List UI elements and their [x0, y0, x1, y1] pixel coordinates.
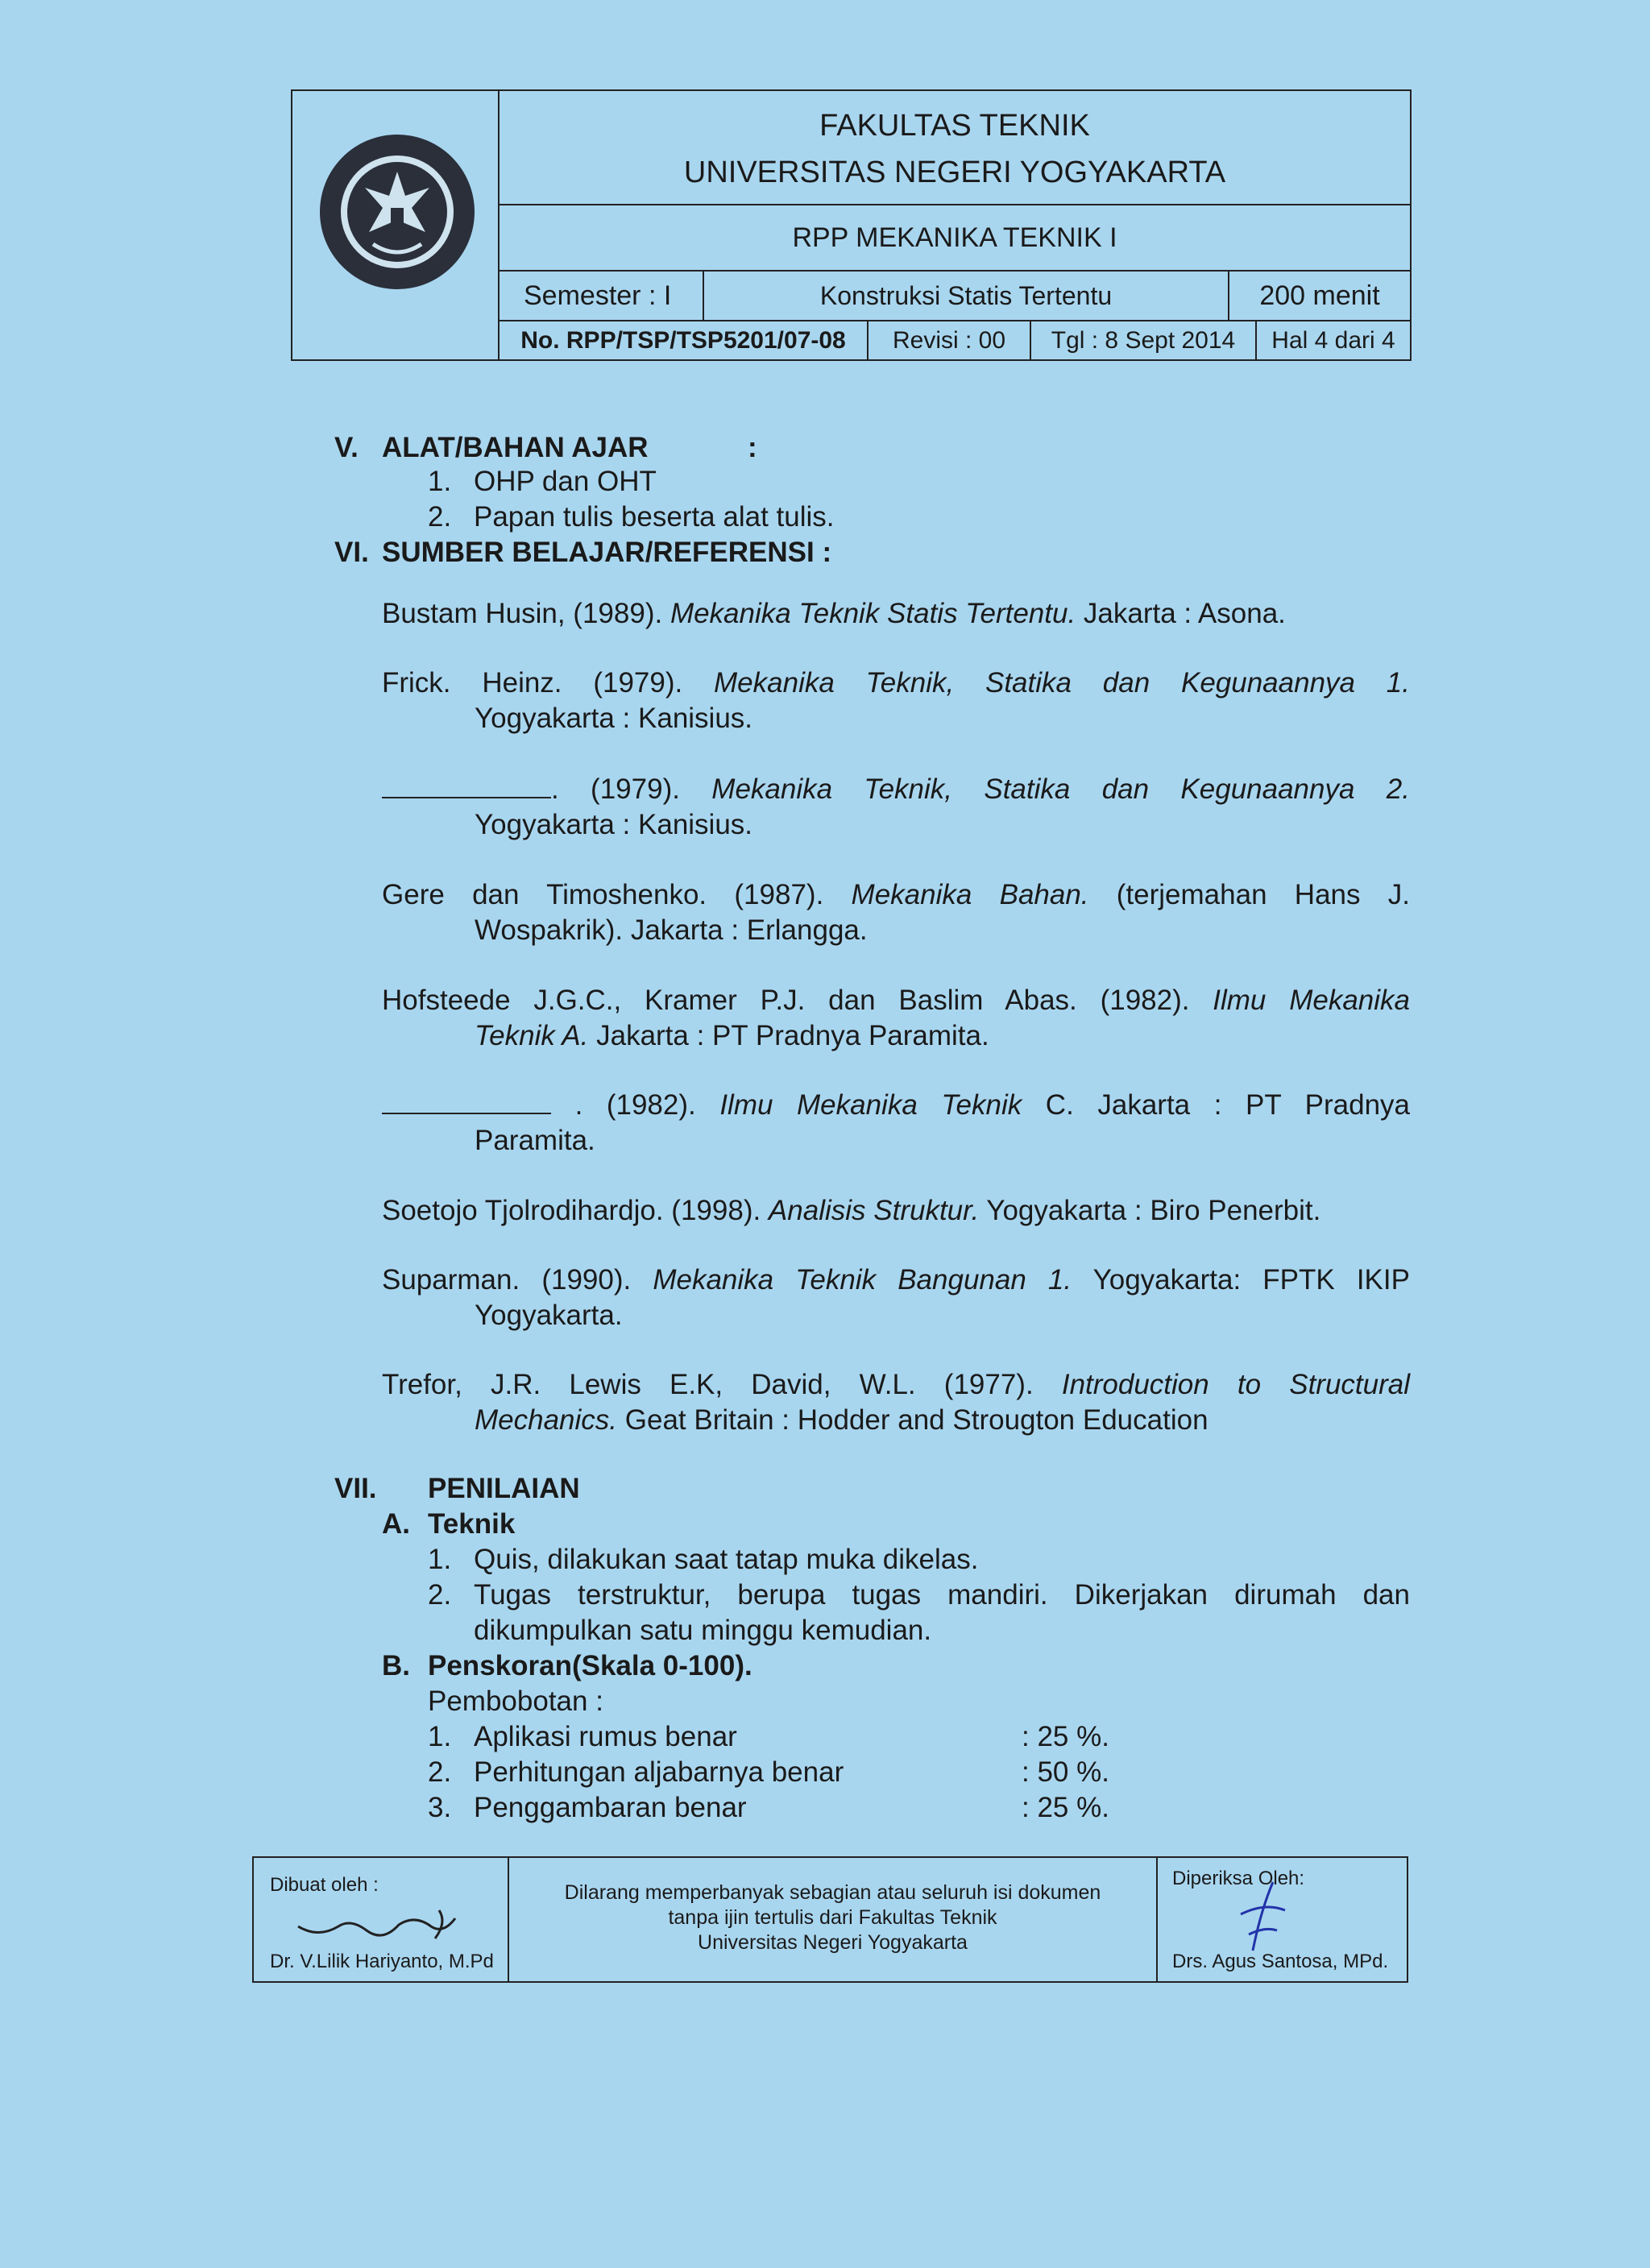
reference-item: . (1979). Mekanika Teknik, Statika dan Kegunaannya 2. Yogyakarta : Kanisius. [382, 772, 1410, 843]
list-item-number: 1. [428, 466, 452, 497]
reference-item: Suparman. (1990). Mekanika Teknik Bangunan 1. Yogyakarta: FPTK IKIP Yogyakarta. [382, 1264, 1410, 1331]
university-seal-logo [317, 131, 478, 292]
checked-by-name: Drs. Agus Santosa, MPd. [1172, 1951, 1389, 1972]
list-item-number: 2. [428, 501, 452, 533]
list-item: OHP dan OHT [474, 466, 657, 497]
checked-by-label: Diperiksa Oleh: [1172, 1868, 1305, 1889]
reference-item: Trefor, J.R. Lewis E.K, David, W.L. (1977). Introduction to Structural Mechanics. Geat Britain : Hodder and Strougton Education [382, 1369, 1410, 1436]
doc-number-cell: No. RPP/TSP/TSP5201/07-08 [520, 326, 846, 354]
university-name: UNIVERSITAS NEGERI YOGYAKARTA [683, 155, 1226, 189]
copyright-notice: Dilarang memperbanyak sebagian atau seluruh isi dokumen tanpa ijin tertulis dari Fakultas Teknik Universitas Negeri Yogyakarta [564, 1881, 1101, 1954]
list-item: Papan tulis beserta alat tulis. [474, 501, 835, 533]
page-cell: Hal 4 dari 4 [1271, 326, 1395, 354]
list-item: Quis, dilakukan saat tatap muka dikelas. [474, 1544, 979, 1575]
subsection-b-title: Penskoran(Skala 0-100). [428, 1650, 752, 1681]
subsection-a-label: A. [382, 1508, 410, 1540]
document-footer [252, 1856, 1408, 1983]
revision-cell: Revisi : 00 [892, 326, 1006, 354]
weight-criterion: Aplikasi rumus benar [474, 1721, 737, 1752]
reference-item: Bustam Husin, (1989). Mekanika Teknik Statis Tertentu. Jakarta : Asona. [382, 598, 1286, 629]
weight-value: : 25 %. [1022, 1721, 1109, 1752]
rpp-title: RPP MEKANIKA TEKNIK I [792, 222, 1117, 253]
list-item-continuation: dikumpulkan satu minggu kemudian. [474, 1615, 932, 1646]
subsection-b-label: B. [382, 1650, 410, 1681]
semester-cell: Semester : I [524, 280, 672, 311]
weight-value: : 25 %. [1022, 1792, 1109, 1823]
weight-number: 3. [428, 1792, 452, 1823]
weight-value: : 50 %. [1022, 1756, 1109, 1788]
section-v-number: V. [334, 432, 359, 463]
made-by-label: Dibuat oleh : [270, 1874, 379, 1896]
section-vi-number: VI. [334, 537, 369, 568]
section-vii-number: VII. [334, 1473, 377, 1504]
weight-criterion: Penggambaran benar [474, 1792, 747, 1823]
section-vii-title: PENILAIAN [428, 1473, 580, 1504]
section-v-colon: : [748, 432, 757, 463]
author-repeat-line [382, 773, 551, 798]
made-by-signature [294, 1902, 471, 1951]
reference-item: Gere dan Timoshenko. (1987). Mekanika Bahan. (terjemahan Hans J. Wospakrik). Jakarta : Erlangga. [382, 879, 1410, 946]
document-header [291, 89, 1412, 361]
duration-cell: 200 menit [1259, 280, 1380, 311]
reference-item: Frick. Heinz. (1979). Mekanika Teknik, Statika dan Kegunaannya 1. Yogyakarta : Kanisius. [382, 667, 1410, 734]
section-v-title: ALAT/BAHAN AJAR [382, 432, 649, 463]
checked-by-signature [1229, 1878, 1301, 1959]
reference-item: Hofsteede J.G.C., Kramer P.J. dan Baslim Abas. (1982). Ilmu Mekanika Teknik A. Jakarta : PT Pradnya Paramita. [382, 985, 1410, 1051]
faculty-name: FAKULTAS TEKNIK [819, 109, 1090, 143]
weight-number: 1. [428, 1721, 452, 1752]
institution-title [500, 97, 1410, 201]
weight-number: 2. [428, 1756, 452, 1788]
author-repeat-line [382, 1088, 551, 1114]
list-item: Tugas terstruktur, berupa tugas mandiri. Dikerjakan dirumah dan [474, 1579, 1410, 1611]
list-item-number: 1. [428, 1544, 452, 1575]
weight-criterion: Perhitungan aljabarnya benar [474, 1756, 844, 1788]
section-vi-title: SUMBER BELAJAR/REFERENSI : [382, 537, 832, 568]
made-by-name: Dr. V.Lilik Hariyanto, M.Pd [270, 1951, 494, 1972]
topic-cell: Konstruksi Statis Tertentu [819, 280, 1113, 310]
weighting-label: Pembobotan : [428, 1685, 603, 1717]
date-cell: Tgl : 8 Sept 2014 [1051, 326, 1236, 354]
reference-item: Soetojo Tjolrodihardjo. (1998). Analisis Struktur. Yogyakarta : Biro Penerbit. [382, 1195, 1321, 1226]
reference-item: . (1982). Ilmu Mekanika Teknik C. Jakarta : PT Pradnya Paramita. [382, 1088, 1410, 1159]
subsection-a-title: Teknik [428, 1508, 516, 1540]
list-item-number: 2. [428, 1579, 452, 1611]
